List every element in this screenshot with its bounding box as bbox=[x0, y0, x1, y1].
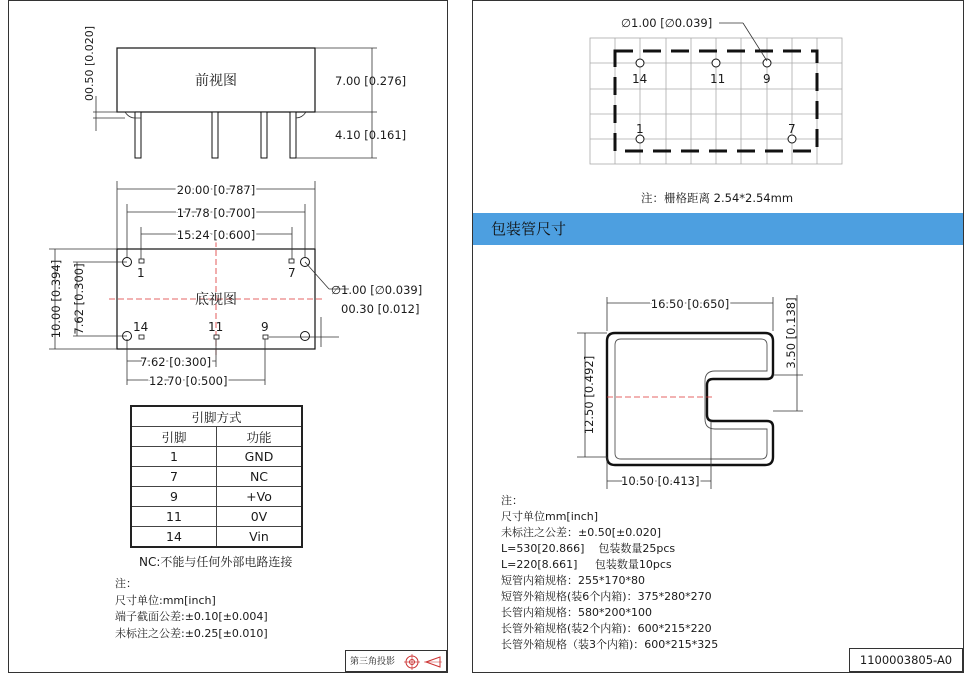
pcb-grid bbox=[590, 38, 842, 164]
grid-pin-7: 7 bbox=[788, 122, 796, 136]
width-1524-dim: 15.24 [0.600] bbox=[176, 228, 256, 242]
right-drawing-panel bbox=[472, 0, 964, 673]
left-notes bbox=[115, 576, 268, 642]
front-height-dim: 7.00 [0.276] bbox=[335, 74, 407, 88]
pin-function-table bbox=[130, 405, 303, 548]
width-1778-dim: 17.78 [0.700] bbox=[176, 206, 256, 220]
note-line: 尺寸单位mm[inch] bbox=[501, 510, 599, 523]
hole-dia-dim: ∅1.00 [∅0.039] bbox=[331, 283, 423, 297]
table-row bbox=[131, 527, 302, 548]
table-cell: 11 bbox=[131, 507, 217, 527]
grid-note: 注：栅格距离 2.54*2.54mm bbox=[641, 191, 794, 205]
note-line: 未标注之公差：±0.50[±0.020] bbox=[501, 526, 661, 539]
note-line: 长管内箱规格：580*200*100 bbox=[501, 606, 652, 619]
grid-pin-11: 11 bbox=[710, 72, 726, 86]
table-row bbox=[131, 447, 302, 467]
tube-height-dim: 12.50 [0.492] bbox=[582, 355, 596, 435]
tube-slot-dim: 3.50 [0.138] bbox=[784, 297, 798, 369]
width-total-dim: 20.00 [0.787] bbox=[176, 183, 256, 197]
package-header-label: 包装管尺寸 bbox=[491, 220, 567, 238]
pin-label-1: 1 bbox=[137, 266, 145, 280]
table-row bbox=[131, 507, 302, 527]
tube-bottom-dim: 10.50 [0.413] bbox=[621, 474, 700, 488]
pitch-762-dim: 7.62 [0.300] bbox=[140, 355, 212, 369]
note-line: 长管外箱规格(装2个内箱)：600*215*220 bbox=[501, 622, 712, 635]
table-cell: NC bbox=[217, 467, 303, 487]
note-line: L=530[20.866] 包装数量25pcs bbox=[501, 542, 676, 555]
table-cell: +Vo bbox=[217, 487, 303, 507]
table-cell: Vin bbox=[217, 527, 303, 548]
front-offset-dim: 00.50 [0.020] bbox=[83, 25, 96, 101]
height-762-dim: 7.62 [0.300] bbox=[72, 263, 86, 335]
tube-inner-profile bbox=[615, 339, 767, 459]
pin-label-9: 9 bbox=[261, 320, 269, 334]
note-line: 未标注之公差:±0.25[±0.010] bbox=[115, 626, 268, 640]
pin-size-dim: 00.30 [0.012] bbox=[341, 302, 420, 316]
table-cell: 0V bbox=[217, 507, 303, 527]
grid-layout-svg bbox=[473, 1, 963, 213]
left-drawing-svg bbox=[9, 1, 447, 672]
projection-box bbox=[345, 650, 447, 672]
package-section-header bbox=[473, 213, 963, 245]
grid-pin-9: 9 bbox=[763, 72, 771, 86]
table-row bbox=[131, 487, 302, 507]
note-line: L=220[8.661] 包装数量10pcs bbox=[501, 558, 672, 571]
pin-label-14: 14 bbox=[133, 320, 149, 334]
pitch-1270-dim: 12.70 [0.500] bbox=[149, 374, 228, 388]
note-line: 注： bbox=[115, 577, 137, 590]
grid-pin-14: 14 bbox=[632, 72, 648, 86]
bottom-view-label: 底视图 bbox=[195, 292, 237, 308]
pin-label-11: 11 bbox=[208, 320, 224, 334]
right-notes bbox=[501, 493, 718, 653]
table-title: 引脚方式 bbox=[131, 406, 302, 427]
note-line: 尺寸单位:mm[inch] bbox=[115, 593, 216, 607]
note-line: 短管内箱规格：255*170*80 bbox=[501, 574, 645, 587]
grid-pin-1: 1 bbox=[636, 122, 644, 136]
note-line: 短管外箱规格(装6个内箱)：375*280*270 bbox=[501, 590, 712, 603]
table-cell: 9 bbox=[131, 487, 217, 507]
tube-width-dim: 16.50 [0.650] bbox=[650, 297, 730, 311]
document-code: 1100003805-A0 bbox=[849, 648, 963, 672]
projection-label: 第三角投影 bbox=[350, 657, 396, 667]
table-header-function: 功能 bbox=[217, 427, 303, 447]
grid-hole-dia-dim: ∅1.00 [∅0.039] bbox=[621, 16, 713, 30]
third-angle-projection-icon bbox=[402, 652, 446, 672]
height-total-dim: 10.00 [0.394] bbox=[49, 259, 63, 339]
nc-note: NC:不能与任何外部电路连接 bbox=[139, 555, 293, 569]
tube-drawing-svg bbox=[473, 245, 963, 505]
left-drawing-panel bbox=[8, 0, 448, 673]
pin-length-dim: 4.10 [0.161] bbox=[335, 128, 407, 142]
table-cell: 7 bbox=[131, 467, 217, 487]
table-cell: 1 bbox=[131, 447, 217, 467]
pin-label-7: 7 bbox=[288, 266, 296, 280]
table-cell: GND bbox=[217, 447, 303, 467]
table-header-pin: 引脚 bbox=[131, 427, 217, 447]
table-row bbox=[131, 467, 302, 487]
front-view-label: 前视图 bbox=[195, 73, 237, 89]
note-line: 端子截面公差:±0.10[±0.004] bbox=[115, 610, 268, 623]
table-cell: 14 bbox=[131, 527, 217, 548]
note-line: 注： bbox=[501, 494, 523, 507]
front-pins bbox=[125, 112, 306, 158]
note-line: 长管外箱规格（装3个内箱)：600*215*325 bbox=[501, 638, 719, 651]
tube-outer-profile bbox=[607, 333, 773, 465]
